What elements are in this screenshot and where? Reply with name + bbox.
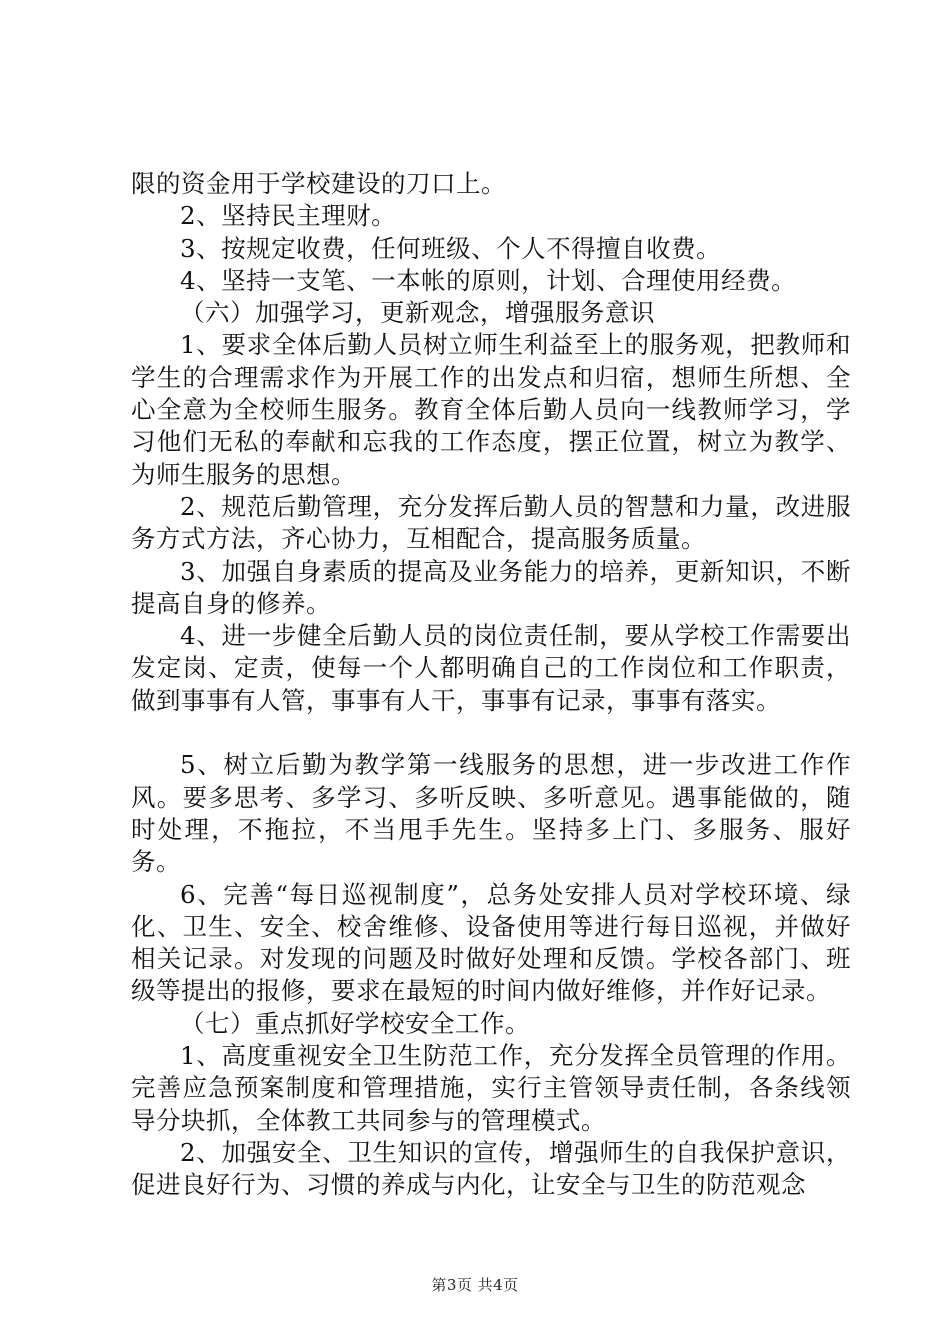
paragraph-continuation: 限的资金用于学校建设的刀口上。: [131, 169, 506, 198]
list-item: 2、规范后勤管理，充分发挥后勤人员的智慧和力量，改进服务方式方法，齐心协力，互相配合，提高服务质量。: [131, 491, 851, 554]
section-heading-7: （七）重点抓好学校安全工作。: [180, 1008, 530, 1038]
list-item: 1、高度重视安全卫生防范工作，充分发挥全员管理的作用。完善应急预案制度和管理措施，实行主管领导责任制，各条线领导分块抓，全体教工共同参与的管理模式。: [131, 1041, 851, 1135]
list-item: 6、完善“每日巡视制度”，总务处安排人员对学校环境、绿化、卫生、安全、校舍维修、设备使用等进行每日巡视，并做好相关记录。对发现的问题及时做好处理和反馈。学校各部门、班级等提出的报修，要求在最短的时间内做好维修，并作好记录。: [131, 879, 851, 1006]
list-item: 2、坚持民主理财。: [180, 201, 397, 231]
list-item: 5、树立后勤为教学第一线服务的思想，进一步改进工作作风。要多思考、多学习、多听反映、多听意见。遇事能做的，随时处理，不拖拉，不当甩手先生。坚持多上门、多服务、服好务。: [131, 750, 851, 877]
section-heading-6: （六）加强学习，更新观念，增强服务意识: [180, 298, 655, 328]
list-item: 4、进一步健全后勤人员的岗位责任制，要从学校工作需要出发定岗、定责，使每一个人都明确自己的工作岗位和工作职责，做到事事有人管，事事有人干，事事有记录，事事有落实。: [131, 621, 851, 715]
list-item: 3、加强自身素质的提高及业务能力的培养，更新知识，不断提高自身的修养。: [131, 556, 851, 618]
list-item: 1、要求全体后勤人员树立师生利益至上的服务观，把教师和学生的合理需求作为开展工作的出发点和归宿，想师生所想、全心全意为全校师生服务。教育全体后勤人员向一线教师学习，学习他们无私的奉献和忘我的工作态度，摆正位置，树立为教学、为师生服务的思想。: [131, 330, 851, 489]
page-number-label: 第3页 共4页: [431, 1276, 519, 1294]
list-item: 4、坚持一支笔、一本帐的原则，计划、合理使用经费。: [180, 265, 797, 295]
blank-line: [131, 717, 851, 749]
page-footer: [0, 1275, 950, 1295]
list-item: 2、加强安全、卫生知识的宣传，增强师生的自我保护意识，促进良好行为、习惯的养成与内化，让安全与卫生的防范观念: [131, 1137, 851, 1200]
list-item: 3、按规定收费，任何班级、个人不得擅自收费。: [180, 233, 722, 263]
document-body: [131, 168, 851, 1202]
